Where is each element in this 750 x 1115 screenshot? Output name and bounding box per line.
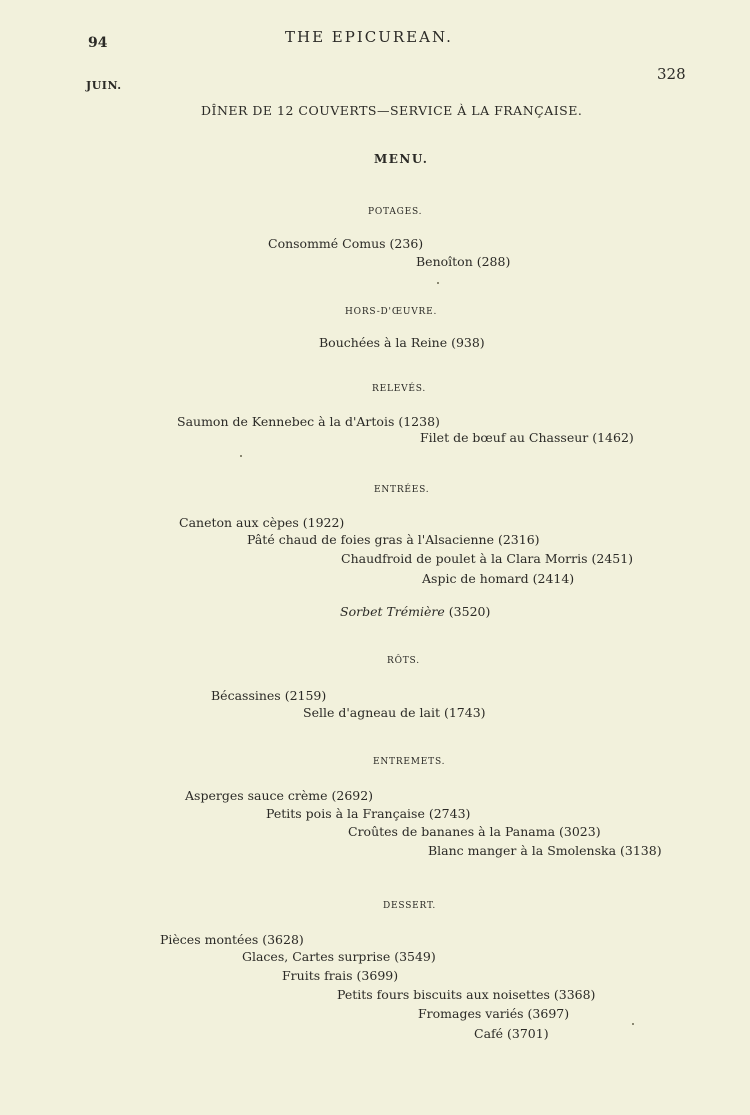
- running-title: THE EPICUREAN.: [285, 28, 453, 46]
- menu-item: Consommé Comus (236): [268, 236, 424, 251]
- menu-item: Petits pois à la Française (2743): [266, 806, 471, 821]
- sorbet-item: [340, 606, 490, 619]
- menu-item: Saumon de Kennebec à la d'Artois (1238): [177, 414, 440, 429]
- paper-speck: [240, 455, 242, 457]
- menu-item: Fruits frais (3699): [282, 968, 399, 983]
- menu-item: Caneton aux cèpes (1922): [179, 515, 345, 530]
- menu-item: Filet de bœuf au Chasseur (1462): [420, 430, 634, 445]
- section-heading: ENTRÉES.: [374, 485, 430, 495]
- menu-item: Bouchées à la Reine (938): [319, 335, 485, 350]
- menu-title: DÎNER DE 12 COUVERTS—SERVICE À LA FRANÇAISE.: [201, 103, 583, 118]
- sorbet-number: (3520): [448, 604, 491, 619]
- section-heading: RÔTS.: [387, 656, 420, 666]
- menu-item: Selle d'agneau de lait (1743): [303, 705, 486, 720]
- sorbet-name: Sorbet Trémière: [340, 604, 445, 619]
- month-label: JUIN.: [86, 79, 122, 92]
- menu-heading: MENU.: [374, 152, 429, 166]
- menu-item: Pièces montées (3628): [160, 932, 304, 947]
- section-heading: POTAGES.: [368, 207, 423, 217]
- section-heading: DESSERT.: [383, 901, 437, 911]
- section-heading: RELEVÉS.: [372, 384, 427, 394]
- menu-item: Benoîton (288): [416, 254, 511, 269]
- menu-item: Blanc manger à la Smolenska (3138): [428, 843, 662, 858]
- section-heading: HORS-D'ŒUVRE.: [345, 307, 438, 317]
- paper-speck: [632, 1023, 634, 1025]
- page-number: 94: [88, 35, 108, 51]
- menu-item: Petits fours biscuits aux noisettes (3368): [337, 987, 596, 1002]
- menu-item: Glaces, Cartes surprise (3549): [242, 949, 436, 964]
- menu-item: Café (3701): [474, 1026, 549, 1041]
- menu-number: 328: [657, 65, 686, 83]
- menu-item: Croûtes de bananes à la Panama (3023): [348, 824, 601, 839]
- menu-item: Bécassines (2159): [211, 688, 327, 703]
- section-heading: ENTREMETS.: [373, 757, 446, 767]
- menu-item: Aspic de homard (2414): [422, 571, 575, 586]
- menu-item: Chaudfroid de poulet à la Clara Morris (2451): [341, 551, 634, 566]
- menu-item: Fromages variés (3697): [418, 1006, 570, 1021]
- menu-item: Asperges sauce crème (2692): [185, 788, 374, 803]
- menu-item: Pâté chaud de foies gras à l'Alsacienne (2316): [247, 532, 540, 547]
- paper-speck: [437, 282, 439, 284]
